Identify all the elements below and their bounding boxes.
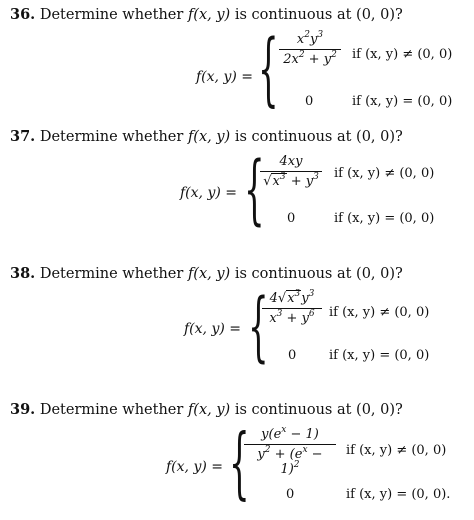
- problem-number: 37.: [10, 128, 36, 145]
- case1-fraction: [260, 154, 322, 189]
- case2-condition: if (x, y) = (0, 0): [334, 211, 435, 226]
- left-brace: {: [258, 25, 279, 116]
- fraction-numerator: $x^2y^3$: [296, 30, 324, 47]
- case1-condition: if (x, y) ≠ (0, 0): [352, 47, 453, 62]
- left-brace: {: [229, 420, 250, 509]
- case1-fraction: [262, 291, 322, 326]
- sqrt-symbol: $√x^3$: [263, 172, 286, 189]
- case2-value: 0: [288, 348, 297, 363]
- sqrt-symbol: $√x^3$: [277, 289, 301, 306]
- left-brace: {: [248, 284, 269, 371]
- fraction-numerator: 4xy: [279, 154, 303, 169]
- case2-condition: if (x, y) = (0, 0).: [346, 487, 451, 502]
- problem-prompt: [10, 401, 403, 418]
- fraction-numerator: $y(e^x - 1)$: [261, 425, 319, 442]
- function-lhs: f(x, y) =: [196, 69, 253, 85]
- function-lhs: f(x, y) =: [180, 185, 237, 201]
- case2-condition: if (x, y) = (0, 0): [352, 94, 453, 109]
- problem-number: 38.: [10, 265, 36, 282]
- function-ref: f(x, y): [187, 266, 231, 282]
- case2-value: 0: [286, 487, 295, 502]
- function-lhs: f(x, y) =: [184, 321, 241, 337]
- prompt-tail: is continuous at (0, 0)?: [234, 129, 403, 145]
- function-ref: f(x, y): [187, 7, 231, 23]
- function-ref: f(x, y): [187, 402, 231, 418]
- function-ref: f(x, y): [187, 129, 231, 145]
- prompt-text: Determine whether: [39, 7, 184, 23]
- fraction-denominator: $y^2 + (e^x - 1)^2$: [257, 445, 323, 477]
- prompt-text: Determine whether: [39, 129, 184, 145]
- problem-number: 36.: [10, 6, 36, 23]
- case1-fraction: [244, 427, 336, 477]
- left-brace: {: [244, 147, 265, 234]
- fraction-denominator: $2x^2 + y^2$: [283, 50, 337, 67]
- case1-fraction: [279, 32, 341, 67]
- case1-condition: if (x, y) ≠ (0, 0): [329, 305, 430, 320]
- fraction-denominator: $x^3 + y^6$: [269, 309, 315, 326]
- fraction-numerator: $4√x^3y^3$: [269, 289, 315, 306]
- problem-number: 39.: [10, 401, 36, 418]
- case2-condition: if (x, y) = (0, 0): [329, 348, 430, 363]
- case2-value: 0: [305, 94, 314, 109]
- case1-condition: if (x, y) ≠ (0, 0): [334, 166, 435, 181]
- prompt-text: Determine whether: [39, 402, 184, 418]
- prompt-tail: is continuous at (0, 0)?: [234, 266, 403, 282]
- prompt-tail: is continuous at (0, 0)?: [234, 402, 403, 418]
- function-lhs: f(x, y) =: [166, 459, 223, 475]
- prompt-tail: is continuous at (0, 0)?: [234, 7, 403, 23]
- problem-prompt: [10, 6, 403, 23]
- problem-prompt: [10, 265, 403, 282]
- fraction-denominator: $√x^3 + y^3$: [263, 172, 319, 189]
- case1-condition: if (x, y) ≠ (0, 0): [346, 443, 447, 458]
- problem-prompt: [10, 128, 403, 145]
- case2-value: 0: [287, 211, 296, 226]
- prompt-text: Determine whether: [39, 266, 184, 282]
